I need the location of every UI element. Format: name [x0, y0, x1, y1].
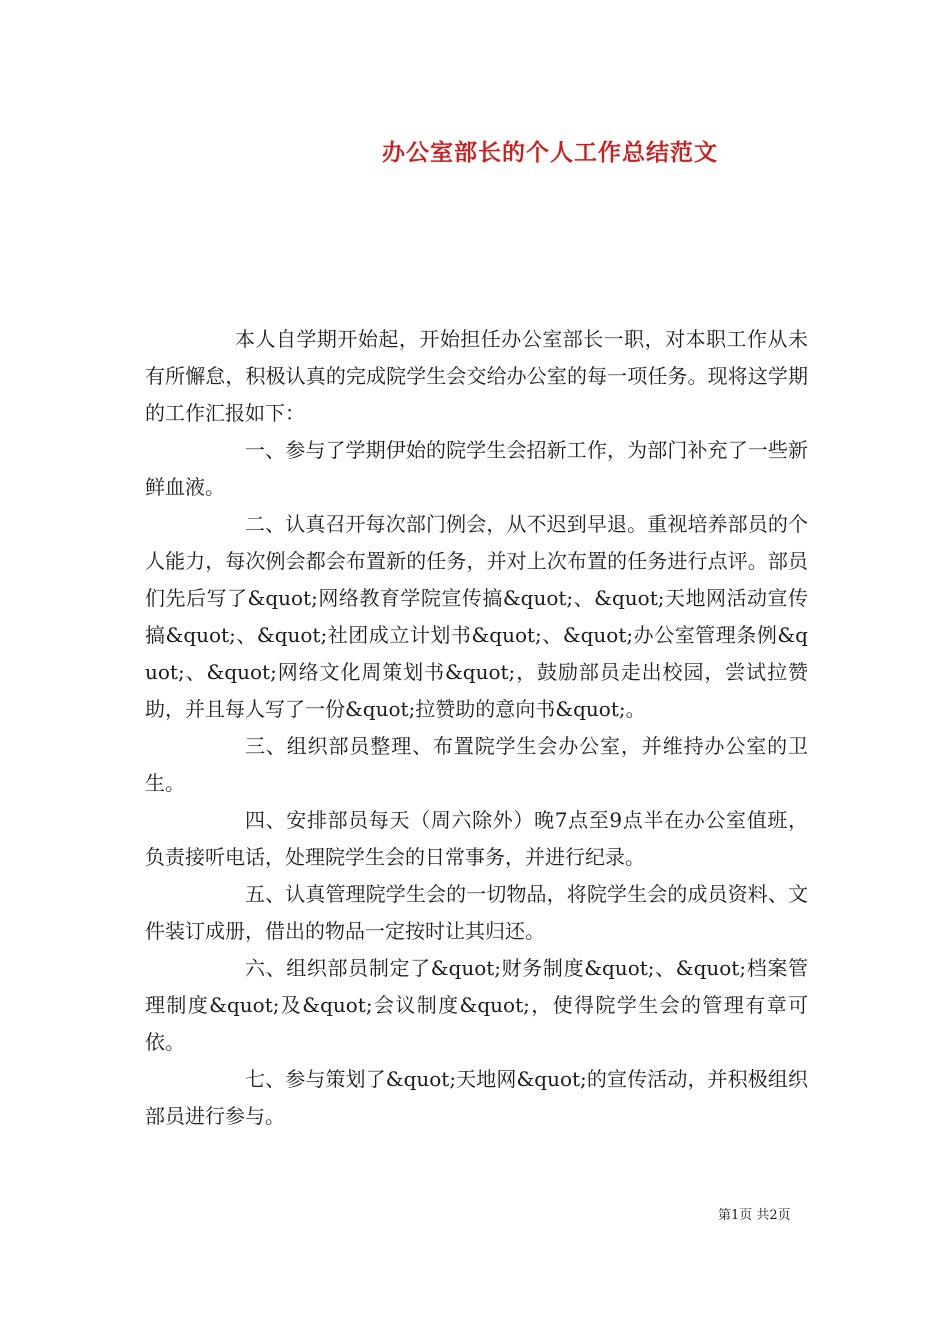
paragraph-item-3: 三、组织部员整理、布置院学生会办公室，并维持办公室的卫生。	[145, 734, 808, 795]
paragraph-item-5: 五、认真管理院学生会的一切物品，将院学生会的成员资料、文件装订成册，借出的物品一定按时让其归还。	[145, 882, 808, 943]
page-number: 第1页 共2页	[718, 1208, 791, 1223]
paragraph-item-2: 二、认真召开每次部门例会，从不迟到早退。重视培养部员的个人能力，每次例会都会布置新的任务，并对上次布置的任务进行点评。部员们先后写了&quot;网络教育学院宣传搞&quot;、&quot;天地网活动宣传搞&quot;、&quot;社团成立计划书&quot;、&quot;办公室管理条例&quot;、&quot;网络文化周策划书&quot;，鼓励部员走出校园，尝试拉赞助，并且每人写了一份&quot;拉赞助的意向书&quot;。	[145, 512, 808, 721]
paragraph-item-6: 六、组织部员制定了&quot;财务制度&quot;、&quot;档案管理制度&quot;及&quot;会议制度&quot;，使得院学生会的管理有章可依。	[145, 956, 808, 1054]
paragraph-intro: 本人自学期开始起，开始担任办公室部长一职，对本职工作从未有所懈怠，积极认真的完成院学生会交给办公室的每一项任务。现将这学期的工作汇报如下：	[145, 327, 808, 425]
paragraph-item-4: 四、安排部员每天（周六除外）晚7点至9点半在办公室值班，负责接听电话，处理院学生会的日常事务，并进行纪录。	[145, 808, 808, 869]
document-body	[145, 321, 808, 1135]
paragraph-item-7: 七、参与策划了&quot;天地网&quot;的宣传活动，并积极组织部员进行参与。	[145, 1067, 808, 1128]
paragraph-item-1: 一、参与了学期伊始的院学生会招新工作，为部门补充了一些新鲜血液。	[145, 438, 808, 499]
document-title: 办公室部长的个人工作总结范文	[382, 139, 718, 166]
